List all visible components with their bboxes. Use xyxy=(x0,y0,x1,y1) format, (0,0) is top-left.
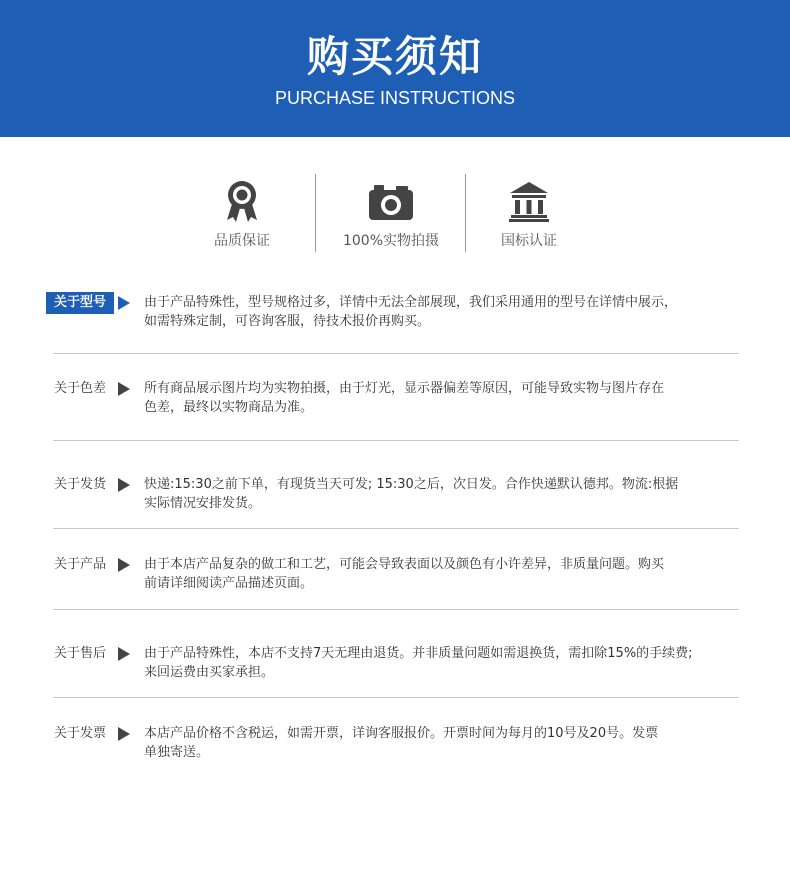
row-text-line: 快递:15:30之前下单，有现货当天可发; 15:30之后，次日发。合作快递默认德邦。物流:根据 xyxy=(144,477,679,492)
row-text xyxy=(144,379,744,417)
row-text-line: 由于产品特殊性，型号规格过多，详情中无法全部展现，我们采用通用的型号在详情中展示， xyxy=(144,295,678,310)
feature-label-photo: 100%实物拍摄 xyxy=(342,233,440,249)
feature-label-certification: 国标认证 xyxy=(501,233,557,249)
row-text-line: 实际情况安排发货。 xyxy=(144,496,262,511)
header-banner xyxy=(0,0,790,137)
row-text-line: 所有商品展示图片均为实物拍摄，由于灯光，显示器偏差等原因，可能导致实物与图片存在 xyxy=(144,381,665,396)
page-title: 购买须知 xyxy=(306,32,483,81)
arrow-right-icon xyxy=(118,647,130,661)
feature-quality xyxy=(167,178,317,251)
row-text-line: 如需特殊定制，可咨询客服，待技术报价再购买。 xyxy=(144,314,431,329)
bank-building-icon xyxy=(506,178,552,224)
row-text-line: 由于本店产品复杂的做工和工艺，可能会导致表面以及颜色有小许差异，非质量问题。购买 xyxy=(144,557,665,572)
feature-photo xyxy=(316,178,466,251)
arrow-right-icon xyxy=(118,478,130,492)
row-text xyxy=(144,293,744,331)
row-text-line: 单独寄送。 xyxy=(144,745,210,760)
row-label: 关于产品 xyxy=(53,557,106,572)
row-text xyxy=(144,555,744,593)
award-ribbon-icon xyxy=(219,178,265,224)
arrow-right-icon xyxy=(118,727,130,741)
row-text xyxy=(144,644,744,682)
camera-icon xyxy=(366,178,416,224)
row-divider xyxy=(53,528,739,529)
page-subtitle: PURCHASE INSTRUCTIONS xyxy=(274,88,516,108)
row-text-line: 前请详细阅读产品描述页面。 xyxy=(144,576,314,591)
row-label: 关于型号 xyxy=(46,292,114,314)
row-text-line: 本店产品价格不含税运，如需开票，详询客服报价。开票时间为每月的10号及20号。发票 xyxy=(144,726,659,741)
row-text-line: 来回运费由买家承担。 xyxy=(144,665,275,680)
row-divider xyxy=(53,609,739,610)
feature-label-quality: 品质保证 xyxy=(214,233,270,249)
row-text xyxy=(144,475,744,513)
row-label: 关于发货 xyxy=(53,477,106,492)
row-divider xyxy=(53,697,739,698)
row-divider xyxy=(53,440,739,441)
feature-certification xyxy=(454,178,604,251)
row-label: 关于色差 xyxy=(53,381,106,396)
arrow-right-icon xyxy=(118,558,130,572)
row-label: 关于售后 xyxy=(53,646,106,661)
row-text-line: 色差，最终以实物商品为准。 xyxy=(144,400,314,415)
row-label: 关于发票 xyxy=(53,726,106,741)
row-divider xyxy=(53,353,739,354)
row-text xyxy=(144,724,744,762)
arrow-right-icon xyxy=(118,296,130,310)
row-text-line: 由于产品特殊性，本店不支持7天无理由退货。并非质量问题如需退换货，需扣除15%的手续费; xyxy=(144,646,693,661)
arrow-right-icon xyxy=(118,382,130,396)
